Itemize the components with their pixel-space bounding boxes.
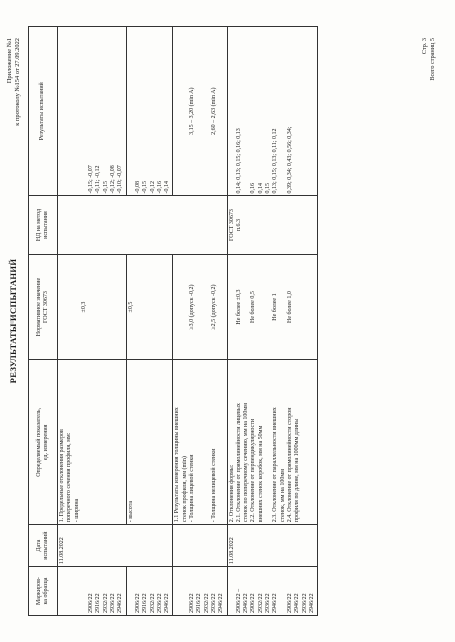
cell-line <box>74 29 81 193</box>
cell-line: 2.1. Отклонение от прямолинейности лицевых <box>235 403 242 523</box>
cell-line <box>204 257 211 358</box>
indicator-cell <box>227 360 318 525</box>
cell-line: 2906/22 <box>134 593 141 613</box>
page-number-line-1: Стр. 3 <box>421 38 428 55</box>
norm-cell: ±0,3 <box>58 254 127 360</box>
cell-line: 2.4. Отклонение от прямолинейности сторон <box>286 407 293 523</box>
cell-line <box>74 569 81 613</box>
document-title: РЕЗУЛЬТАТЫ ИСПЫТАНИЙ <box>8 258 18 384</box>
table-row <box>173 27 227 616</box>
page-number <box>421 38 437 81</box>
cell-line: 2946/22 <box>294 593 301 613</box>
header-sample: Маркиров- ка образца <box>29 567 58 616</box>
cell-line <box>243 29 250 193</box>
indicator-cell <box>58 360 127 525</box>
cell-line <box>174 29 181 193</box>
cell-line <box>66 569 73 613</box>
indicator-cell: - высота <box>126 360 173 525</box>
date-cell: 11.08.2022 <box>227 525 318 567</box>
header-method: НД на метод испытания <box>29 196 58 254</box>
cell-line <box>174 569 181 613</box>
cell-line: ≥2,5 (допуск -0,2) <box>210 284 217 330</box>
cell-line: профиля по длине, мм на 1000мм длины <box>294 418 301 523</box>
cell-line: - ширина <box>73 498 80 523</box>
page-number-line-2: Всего страниц 5 <box>429 38 436 81</box>
cell-line: -0,08 <box>134 180 141 194</box>
cell-line: -0,15 <box>102 180 109 194</box>
cell-line <box>128 569 135 613</box>
cell-line <box>294 257 301 358</box>
cell-line: -0,10; -0,07 <box>117 165 124 194</box>
cell-line: -0,12 <box>149 180 156 194</box>
cell-line: 2946/22 <box>272 593 279 613</box>
cell-line <box>182 29 189 193</box>
cell-line: 2906/22 <box>286 593 293 613</box>
cell-line: 0,16 <box>250 182 257 194</box>
cell-line: 2946/22 <box>218 593 225 613</box>
cell-line: ГОСТ 30673 <box>228 209 235 242</box>
cell-line <box>265 362 272 522</box>
date-cell: 11.08.2022 <box>58 525 173 567</box>
method-cell-empty <box>58 196 228 254</box>
result-cell <box>126 27 173 196</box>
result-cell <box>227 27 318 196</box>
date-cell-empty <box>173 525 227 567</box>
cell-line: стенок, мм на 100мм <box>279 469 286 523</box>
cell-line: 2906/22 <box>88 593 95 613</box>
cell-line: 2906/22 <box>189 593 196 613</box>
header-results: Результаты испытаний <box>29 27 58 196</box>
cell-line: ≥3,0 (допуск -0,2) <box>189 284 196 330</box>
cell-line <box>280 29 287 193</box>
cell-line <box>174 257 181 358</box>
cell-line: 2906/22 <box>250 593 257 613</box>
cell-line: 2946/22 <box>308 593 315 613</box>
cell-line: 2936/22 <box>301 593 308 613</box>
cell-line: - Толщина нелицевой стенки <box>210 448 217 523</box>
cell-line: 2932/22 <box>149 593 156 613</box>
cell-line: 0,39; 0,34; 0,43; 0,56; 0,34; <box>286 126 293 194</box>
cell-line: 2936/22 <box>265 593 272 613</box>
cell-line: -0,15; -0,07 <box>88 165 95 194</box>
cell-line: стенок профиля, мм (min) <box>181 456 188 523</box>
cell-line: -0,15 <box>142 180 149 194</box>
header-indicator: Определяемый показатель, ед. измерения <box>29 360 58 525</box>
cell-line <box>280 257 287 358</box>
header-norm: Нормативное значение ГОСТ 30673 <box>29 254 58 360</box>
indicator-cell <box>173 360 227 525</box>
cell-line: -0,12; -0,08 <box>110 165 117 194</box>
cell-line: 2916/22 <box>142 593 149 613</box>
cell-line: 0,13; 0,15; 0,13; 0,11; 0,12 <box>272 128 279 194</box>
sample-cell <box>58 567 127 616</box>
cell-line <box>196 29 203 193</box>
cell-line: 2. Отклонения формы: <box>228 464 235 523</box>
cell-line <box>229 257 236 358</box>
cell-line: 2932/22 <box>102 593 109 613</box>
cell-line <box>182 569 189 613</box>
cell-line: внешних стенок коробок, мм на 50мм <box>257 425 264 523</box>
cell-line <box>59 569 66 613</box>
cell-line: 2916/22 <box>95 593 102 613</box>
cell-line: -0,14 <box>164 180 171 194</box>
sample-cell <box>173 567 227 616</box>
appendix-line-2: к протоколу №154 от 27.09.2022 <box>14 38 21 126</box>
cell-line: п.6.3 <box>235 218 242 232</box>
cell-line <box>196 257 203 358</box>
sample-cell <box>126 567 173 616</box>
cell-line: 3,15 – 3,20 (min A) <box>189 87 196 135</box>
cell-line <box>258 257 265 358</box>
cell-line: поперечного сечения профиля, мм: <box>66 432 73 523</box>
cell-line: -0,11; -0,12 <box>95 165 102 194</box>
cell-line <box>204 362 211 522</box>
cell-line: 2.3. Отклонение от параллельности внешних <box>272 407 279 523</box>
results-table <box>28 26 318 616</box>
cell-line: 2.2. Отклонение от перпендикулярности <box>250 418 257 523</box>
cell-line <box>229 569 236 613</box>
cell-line: 2932/22 <box>203 593 210 613</box>
cell-line: 2932/22 <box>257 593 264 613</box>
cell-line <box>196 362 203 522</box>
norm-cell <box>227 254 318 360</box>
cell-line: 0,14 <box>257 182 264 194</box>
table-row <box>58 27 127 616</box>
cell-line: 2946/22 <box>117 593 124 613</box>
header-row <box>29 27 58 616</box>
table-row <box>227 27 318 616</box>
cell-line: 2936/22 <box>156 593 163 613</box>
cell-line: 2906/22 – <box>235 588 242 613</box>
cell-line <box>81 29 88 193</box>
cell-line: 2916/22 <box>196 593 203 613</box>
cell-line: 0,14; 0,13; 0,15; 0,16; 0,13 <box>235 128 242 194</box>
cell-line <box>182 257 189 358</box>
norm-cell: ±0,5 <box>126 254 173 360</box>
cell-line: Не более 1,0 <box>286 291 293 323</box>
sample-cell <box>227 567 318 616</box>
cell-line: Не более 0,5 <box>250 291 257 323</box>
result-cell <box>173 27 227 196</box>
cell-line: 2946/22 <box>243 593 250 613</box>
cell-line: 1. Предельные отклонения размеров <box>59 429 65 523</box>
cell-line: стенок по поперечному сечению, мм на 100мм <box>243 403 250 523</box>
result-cell <box>58 27 127 196</box>
cell-line: Не более ±0,3 <box>235 289 242 325</box>
cell-line <box>280 569 287 613</box>
norm-cell <box>173 254 227 360</box>
appendix-line-1: Приложение №1 <box>6 38 13 84</box>
cell-line: -0,16 <box>156 180 163 194</box>
cell-line: 2936/22 <box>110 593 117 613</box>
cell-line <box>81 569 88 613</box>
cell-line <box>229 29 236 193</box>
header-date: Дата испытаний <box>29 525 58 567</box>
method-cell <box>227 196 318 254</box>
cell-line <box>204 29 211 193</box>
cell-line <box>66 29 73 193</box>
cell-line: 2946/22 <box>164 593 171 613</box>
cell-line: - Толщина лицевой стенки <box>189 454 196 523</box>
cell-line: 1.1 Результаты измерения толщины внешних <box>174 407 181 523</box>
cell-line: 2,60 – 2,63 (min A) <box>210 87 217 135</box>
cell-line <box>128 29 135 193</box>
cell-line <box>294 29 301 193</box>
cell-line: Не более 1 <box>272 293 279 321</box>
cell-line: 2936/22 <box>210 593 217 613</box>
cell-line: 0,15 <box>265 182 272 194</box>
cell-line <box>59 29 66 193</box>
